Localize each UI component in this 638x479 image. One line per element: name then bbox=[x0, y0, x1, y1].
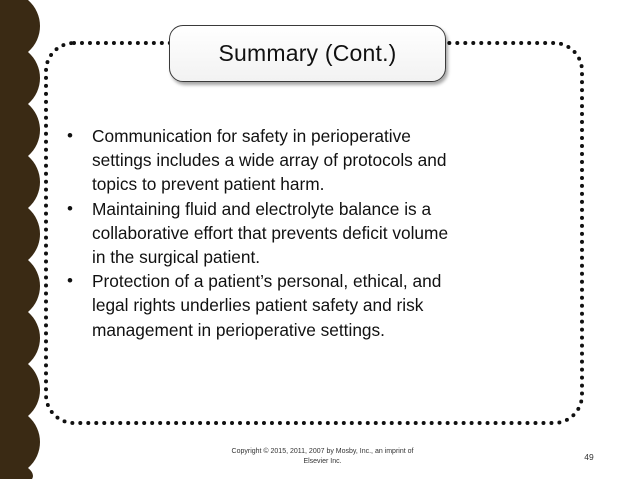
bullet-list bbox=[66, 124, 546, 342]
bullet-item bbox=[66, 124, 546, 197]
bullet-text-line: management in perioperative settings. bbox=[92, 319, 385, 340]
page-number: 49 bbox=[584, 452, 594, 462]
copyright-footer bbox=[200, 447, 445, 467]
bullet-text-line: topics to prevent patient harm. bbox=[92, 174, 325, 195]
bullet-text-line: Maintaining fluid and electrolyte balance is a bbox=[92, 198, 432, 219]
bullet-marker: • bbox=[67, 198, 73, 218]
bullet-text-line: Communication for safety in perioperative bbox=[92, 126, 411, 146]
bullet-text-line: settings includes a wide array of protocols and bbox=[92, 150, 447, 171]
slide-title: Summary (Cont.) bbox=[218, 40, 397, 66]
bullet-text-line: in the surgical patient. bbox=[92, 247, 261, 268]
bullet-item bbox=[66, 197, 546, 270]
copyright-line: Copyright © 2015, 2011, 2007 by Mosby, Inc., an imprint of bbox=[231, 448, 414, 455]
bullet-text-line: legal rights underlies patient safety and risk bbox=[92, 295, 424, 316]
copyright-line: Elsevier Inc. bbox=[303, 458, 342, 465]
title-box bbox=[169, 25, 446, 82]
bullet-text-line: Protection of a patient’s personal, ethical, and bbox=[92, 271, 442, 292]
bullet-marker: • bbox=[67, 271, 73, 291]
bullet-marker: • bbox=[67, 126, 73, 145]
bullet-text-line: collaborative effort that prevents deficit volume bbox=[92, 222, 449, 243]
bullet-item bbox=[66, 269, 546, 342]
